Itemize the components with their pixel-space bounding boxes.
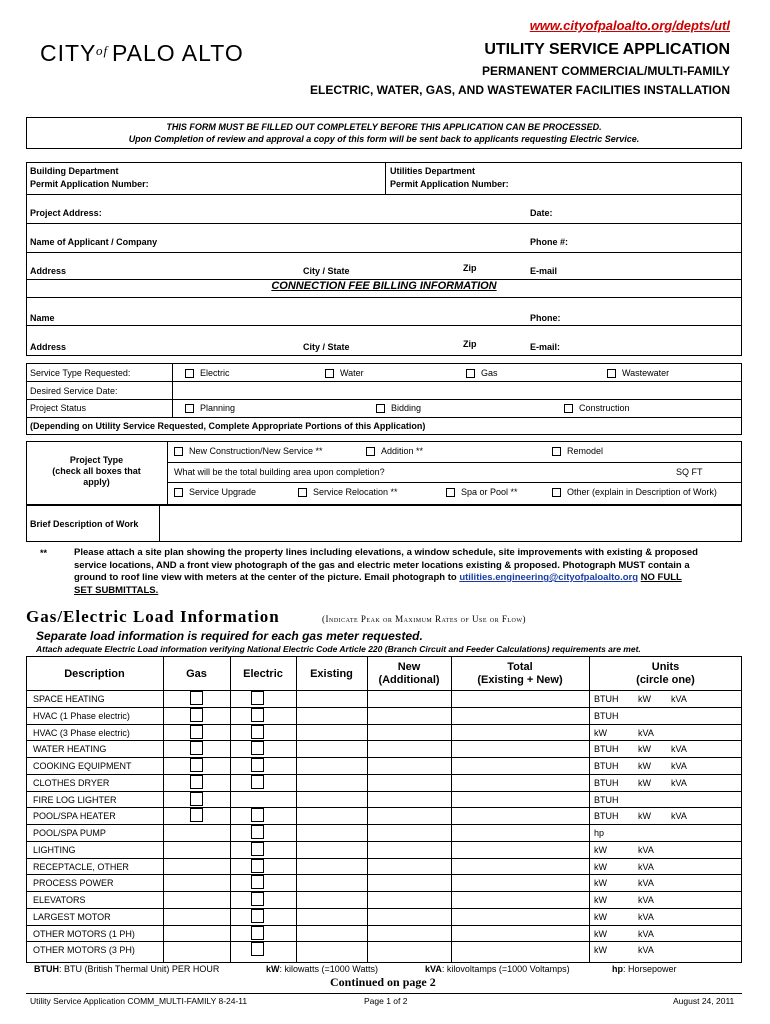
- load-total-input[interactable]: [453, 859, 587, 874]
- load-new-input[interactable]: [369, 725, 449, 740]
- col-total: [451, 661, 589, 687]
- unit-option[interactable]: kW: [594, 928, 607, 939]
- project-type-label-1: Project Type: [69, 455, 124, 465]
- billing-address-field[interactable]: Address: [30, 342, 67, 352]
- legend-kw-item: [266, 964, 378, 974]
- gas-checkbox[interactable]: [190, 741, 203, 755]
- load-total-input[interactable]: [453, 892, 587, 907]
- load-row-description: WATER HEATING: [33, 744, 107, 755]
- city-logo-mark: [40, 38, 244, 66]
- load-total-input[interactable]: [453, 792, 587, 807]
- load-row-description: PROCESS POWER: [33, 878, 114, 889]
- load-row: [0, 807, 770, 824]
- load-row-description: COOKING EQUIPMENT: [33, 761, 132, 771]
- building-area-question[interactable]: What will be the total building area upon completion?: [174, 467, 385, 477]
- unit-option[interactable]: kVA: [638, 844, 654, 855]
- work-description-label: Brief Description of Work: [30, 519, 139, 529]
- revision-date: August 24, 2011: [673, 996, 735, 1006]
- load-row-description: OTHER MOTORS (3 PH): [33, 945, 135, 956]
- electric-checkbox[interactable]: [251, 741, 264, 755]
- notice-box: [26, 117, 742, 149]
- load-row-description: FIRE LOG LIGHTER: [33, 794, 117, 805]
- unit-option[interactable]: kVA: [638, 727, 654, 738]
- load-row: [0, 757, 770, 774]
- unit-option[interactable]: kVA: [671, 761, 687, 771]
- addition-label: Addition **: [381, 446, 424, 456]
- electric-checkbox[interactable]: [251, 909, 264, 923]
- attach-load-note: Attach adequate Electric Load information verifying National Electric Code Article 220 (Branch Circuit and Feeder Calculations) requirements are met.: [36, 644, 641, 654]
- desired-date-field[interactable]: Desired Service Date:: [30, 386, 118, 396]
- email-field[interactable]: E-mail: [530, 266, 558, 276]
- form-subtitle-2: ELECTRIC, WATER, GAS, AND WASTEWATER FACILITIES INSTALLATION: [310, 83, 730, 97]
- gas-checkbox[interactable]: [466, 369, 475, 378]
- building-dept-label: Building Department: [30, 166, 119, 176]
- service-upgrade-checkbox[interactable]: [174, 488, 183, 497]
- load-info-title: Gas/Electric Load Information: [26, 607, 280, 626]
- col-total-1: Total: [507, 661, 533, 673]
- load-row: [0, 774, 770, 791]
- load-row: [0, 791, 770, 808]
- col-new: [367, 661, 451, 687]
- load-existing-input[interactable]: [298, 875, 365, 890]
- load-row: [0, 874, 770, 891]
- electric-label: Electric: [200, 368, 230, 378]
- load-row: [0, 740, 770, 757]
- bidding-checkbox[interactable]: [376, 404, 385, 413]
- col-units: [589, 661, 742, 687]
- load-row: [0, 858, 770, 875]
- load-row: [0, 941, 770, 958]
- address-field[interactable]: Address: [30, 266, 67, 276]
- unit-option[interactable]: kW: [638, 777, 651, 788]
- load-row: [0, 707, 770, 724]
- site-plan-note-1: Please attach a site plan showing the property lines including elevations, a window schedule, site improvements with existing & proposed: [74, 547, 698, 558]
- load-existing-input[interactable]: [298, 825, 365, 840]
- city-logo: [40, 38, 244, 72]
- col-existing: Existing: [310, 668, 353, 680]
- load-existing-input[interactable]: [298, 859, 365, 874]
- depending-note: (Depending on Utility Service Requested, Complete Appropriate Portions of this Application): [30, 421, 426, 431]
- gas-checkbox[interactable]: [190, 808, 203, 822]
- unit-option[interactable]: kVA: [638, 861, 654, 872]
- gas-label: Gas: [481, 368, 498, 378]
- planning-checkbox[interactable]: [185, 404, 194, 413]
- unit-option[interactable]: BTUH: [594, 710, 619, 721]
- unit-option[interactable]: hp: [594, 828, 605, 838]
- city-state-field[interactable]: City / State: [303, 266, 350, 276]
- unit-option[interactable]: kW: [594, 945, 607, 956]
- gas-checkbox[interactable]: [190, 708, 203, 722]
- load-existing-input[interactable]: [298, 708, 365, 723]
- load-new-input[interactable]: [369, 942, 449, 957]
- load-row-description: ELEVATORS: [33, 895, 86, 905]
- service-relocation-label: Service Relocation **: [313, 487, 398, 497]
- load-new-input[interactable]: [369, 926, 449, 941]
- unit-option[interactable]: kVA: [671, 811, 687, 822]
- page-number: Page 1 of 2: [364, 996, 408, 1006]
- load-total-input[interactable]: [453, 808, 587, 823]
- load-row: [0, 724, 770, 741]
- load-row-description: LIGHTING: [33, 844, 76, 855]
- col-units-2: (circle one): [636, 674, 695, 686]
- legend-kw-key: kW: [266, 964, 280, 974]
- utilities-permit-number[interactable]: Permit Application Number:: [390, 179, 509, 189]
- project-type-label-3: apply): [83, 477, 110, 487]
- load-new-input[interactable]: [369, 808, 449, 823]
- load-new-input[interactable]: [369, 892, 449, 907]
- load-total-input[interactable]: [453, 875, 587, 890]
- load-existing-input[interactable]: [298, 758, 365, 773]
- load-row-description: POOL/SPA HEATER: [33, 811, 116, 822]
- unit-option[interactable]: BTUH: [594, 744, 619, 755]
- load-row-description: POOL/SPA PUMP: [33, 828, 106, 838]
- remodel-label: Remodel: [567, 446, 604, 456]
- site-plan-note-2: service locations, AND a front view photograph of the gas and electric meter locations existing & proposed. Photograph MUST contain a: [74, 559, 690, 571]
- gas-checkbox[interactable]: [190, 725, 203, 739]
- engineering-email-link[interactable]: utilities.engineering@cityofpaloalto.org: [459, 572, 639, 583]
- load-new-input[interactable]: [369, 909, 449, 924]
- sqft-label: SQ FT: [676, 467, 703, 477]
- legend-btuh-key: BTUH: [34, 964, 59, 974]
- legend-kva-key: kVA: [425, 964, 442, 974]
- load-row: [0, 824, 770, 841]
- legend-hp-key: hp: [612, 964, 623, 974]
- note-stars: **: [40, 548, 48, 558]
- building-permit-number[interactable]: Permit Application Number:: [30, 179, 149, 189]
- load-new-input[interactable]: [369, 758, 449, 773]
- load-new-input[interactable]: [369, 842, 449, 857]
- load-total-input[interactable]: [453, 725, 587, 740]
- load-row-description: CLOTHES DRYER: [33, 777, 110, 788]
- billing-city-state-field[interactable]: City / State: [303, 342, 350, 352]
- site-plan-note: [74, 547, 698, 597]
- unit-option[interactable]: kVA: [671, 777, 687, 788]
- project-info-box: [26, 162, 742, 356]
- load-row-description: OTHER MOTORS (1 PH): [33, 928, 135, 939]
- unit-option[interactable]: kW: [638, 811, 651, 822]
- col-units-1: Units: [651, 661, 680, 673]
- notice-line-2: Upon Completion of review and approval a copy of this form will be sent back to applicants requesting Electric Service.: [128, 134, 640, 144]
- load-total-input[interactable]: [453, 942, 587, 957]
- unit-option[interactable]: BTUH: [594, 761, 619, 771]
- electric-checkbox[interactable]: [251, 708, 264, 722]
- project-type-label: [26, 455, 167, 488]
- load-existing-input[interactable]: [298, 792, 365, 807]
- legend-hp-item: [612, 964, 677, 974]
- legend-kva-item: [425, 964, 570, 974]
- load-existing-input[interactable]: [298, 892, 365, 907]
- legend-hp: : Horsepower: [623, 964, 677, 974]
- unit-option[interactable]: BTUH: [594, 777, 619, 788]
- construction-label: Construction: [579, 403, 630, 413]
- bidding-label: Bidding: [391, 403, 422, 413]
- unit-option[interactable]: BTUH: [594, 811, 619, 822]
- electric-checkbox[interactable]: [251, 758, 264, 772]
- water-label: Water: [340, 368, 364, 378]
- unit-option[interactable]: kVA: [638, 928, 654, 939]
- load-new-input[interactable]: [369, 825, 449, 840]
- unit-option[interactable]: kVA: [638, 911, 654, 922]
- col-total-2: (Existing + New): [477, 674, 563, 686]
- gas-checkbox[interactable]: [190, 758, 203, 772]
- addition-checkbox[interactable]: [366, 447, 375, 456]
- load-total-input[interactable]: [453, 909, 587, 924]
- unit-option[interactable]: kW: [594, 844, 607, 855]
- phone-field[interactable]: Phone #:: [530, 237, 569, 247]
- electric-checkbox[interactable]: [251, 892, 264, 906]
- electric-checkbox[interactable]: [251, 842, 264, 856]
- electric-checkbox[interactable]: [251, 859, 264, 873]
- other-label: Other (explain in Description of Work): [567, 487, 717, 497]
- wastewater-label: Wastewater: [622, 368, 670, 378]
- load-new-input[interactable]: [369, 775, 449, 790]
- unit-option[interactable]: kW: [594, 878, 607, 889]
- load-existing-input[interactable]: [298, 741, 365, 756]
- unit-option[interactable]: kW: [638, 744, 651, 755]
- work-description-input[interactable]: [162, 508, 738, 539]
- electric-checkbox[interactable]: [251, 808, 264, 822]
- form-title: UTILITY SERVICE APPLICATION: [484, 41, 730, 58]
- load-new-input[interactable]: [369, 792, 449, 807]
- site-plan-note-3a: ground to roof line view with meters at the center of the picture. Email photograph to: [74, 572, 457, 583]
- project-address-field[interactable]: Project Address:: [30, 208, 102, 218]
- load-existing-input[interactable]: [298, 942, 365, 957]
- unit-option[interactable]: kW: [594, 911, 607, 922]
- load-total-input[interactable]: [453, 691, 587, 706]
- billing-zip-field[interactable]: Zip: [463, 339, 477, 349]
- separate-load-note: Separate load information is required for each gas meter requested.: [36, 629, 423, 643]
- new-construction-label: New Construction/New Service **: [189, 446, 323, 456]
- col-gas: Gas: [186, 668, 207, 680]
- electric-checkbox[interactable]: [251, 775, 264, 789]
- electric-checkbox[interactable]: [251, 875, 264, 889]
- water-checkbox[interactable]: [325, 369, 334, 378]
- spa-pool-label: Spa or Pool **: [461, 487, 518, 497]
- load-row: [0, 841, 770, 858]
- load-row-description: RECEPTACLE, OTHER: [33, 861, 129, 872]
- load-total-input[interactable]: [453, 741, 587, 756]
- load-new-input[interactable]: [369, 708, 449, 723]
- electric-checkbox[interactable]: [251, 926, 264, 940]
- billing-phone-field[interactable]: Phone:: [530, 313, 561, 323]
- load-total-input[interactable]: [453, 825, 587, 840]
- service-type-label: Service Type Requested:: [30, 368, 131, 378]
- load-row: [0, 891, 770, 908]
- gas-checkbox[interactable]: [190, 691, 203, 705]
- unit-option[interactable]: kW: [638, 761, 651, 771]
- wastewater-checkbox[interactable]: [607, 369, 616, 378]
- remodel-checkbox[interactable]: [552, 447, 561, 456]
- project-type-label-2: (check all boxes that: [52, 466, 141, 476]
- unit-option[interactable]: BTUH: [594, 794, 619, 805]
- legend: [34, 964, 219, 974]
- svg-text:PALO ALTO: PALO ALTO: [112, 40, 244, 66]
- notice-line-1: THIS FORM MUST BE FILLED OUT COMPLETELY BEFORE THIS APPLICATION CAN BE PROCESSED.: [166, 122, 602, 132]
- load-existing-input[interactable]: [298, 808, 365, 823]
- load-total-input[interactable]: [453, 926, 587, 941]
- electric-checkbox[interactable]: [185, 369, 194, 378]
- load-existing-input[interactable]: [298, 909, 365, 924]
- load-existing-input[interactable]: [298, 775, 365, 790]
- site-plan-note-3: [74, 572, 698, 585]
- date-field[interactable]: Date:: [530, 208, 553, 218]
- load-new-input[interactable]: [369, 691, 449, 706]
- col-new-1: New: [397, 661, 421, 673]
- electric-checkbox[interactable]: [251, 691, 264, 705]
- unit-option[interactable]: kVA: [638, 945, 654, 956]
- spa-pool-checkbox[interactable]: [446, 488, 455, 497]
- unit-option[interactable]: kVA: [671, 694, 687, 704]
- unit-option[interactable]: kVA: [638, 895, 654, 905]
- load-total-input[interactable]: [453, 775, 587, 790]
- col-description: Description: [64, 668, 125, 680]
- load-existing-input[interactable]: [298, 691, 365, 706]
- col-electric: Electric: [243, 668, 283, 680]
- gas-checkbox[interactable]: [190, 792, 203, 806]
- other-checkbox[interactable]: [552, 488, 561, 497]
- load-row-description: LARGEST MOTOR: [33, 911, 111, 922]
- load-total-input[interactable]: [453, 708, 587, 723]
- col-new-2: (Additional): [378, 674, 440, 686]
- gas-checkbox[interactable]: [190, 775, 203, 789]
- site-plan-note-3b: NO FULL: [640, 572, 682, 583]
- site-plan-note-4: SET SUBMITTALS.: [74, 584, 159, 596]
- planning-label: Planning: [200, 403, 236, 413]
- load-row: [0, 908, 770, 925]
- new-construction-checkbox[interactable]: [174, 447, 183, 456]
- svg-text:of: of: [96, 43, 109, 58]
- load-total-input[interactable]: [453, 842, 587, 857]
- electric-checkbox[interactable]: [251, 825, 264, 839]
- form-id: Utility Service Application COMM_MULTI-FAMILY 8-24-11: [30, 996, 248, 1006]
- load-row: [0, 690, 770, 707]
- load-new-input[interactable]: [369, 859, 449, 874]
- utilities-dept-label: Utilities Department: [390, 166, 476, 176]
- continued-note: Continued on page 2: [330, 975, 436, 989]
- construction-checkbox[interactable]: [564, 404, 573, 413]
- load-existing-input[interactable]: [298, 926, 365, 941]
- billing-name-field[interactable]: Name: [30, 313, 55, 323]
- svg-text:CITY: CITY: [40, 40, 97, 66]
- load-total-input[interactable]: [453, 758, 587, 773]
- load-info-subtitle: (Indicate Peak or Maximum Rates of Use or Flow): [322, 614, 527, 624]
- form-subtitle: PERMANENT COMMERCIAL/MULTI-FAMILY: [482, 64, 730, 78]
- legend-kw: : kilowatts (=1000 Watts): [279, 964, 378, 974]
- zip-field[interactable]: Zip: [463, 263, 477, 273]
- load-existing-input[interactable]: [298, 725, 365, 740]
- unit-option[interactable]: kW: [594, 861, 607, 872]
- load-row-description: HVAC (3 Phase electric): [33, 727, 130, 738]
- service-relocation-checkbox[interactable]: [298, 488, 307, 497]
- electric-checkbox[interactable]: [251, 725, 264, 739]
- unit-option[interactable]: kW: [594, 895, 607, 905]
- load-new-input[interactable]: [369, 741, 449, 756]
- load-row: [0, 925, 770, 942]
- unit-option[interactable]: kW: [594, 727, 607, 738]
- legend-btuh: : BTU (British Thermal Unit) PER HOUR: [59, 964, 220, 974]
- service-upgrade-label: Service Upgrade: [189, 487, 257, 497]
- load-existing-input[interactable]: [298, 842, 365, 857]
- unit-option[interactable]: kVA: [638, 878, 654, 889]
- electric-checkbox[interactable]: [251, 942, 264, 956]
- load-new-input[interactable]: [369, 875, 449, 890]
- legend-kva: : kilovoltamps (=1000 Voltamps): [441, 964, 570, 974]
- applicant-field[interactable]: Name of Applicant / Company: [30, 237, 158, 247]
- project-status-label: Project Status: [30, 403, 87, 413]
- unit-option[interactable]: kW: [638, 694, 651, 704]
- unit-option[interactable]: kVA: [671, 744, 687, 755]
- load-row-description: HVAC (1 Phase electric): [33, 710, 130, 721]
- billing-heading: CONNECTION FEE BILLING INFORMATION: [271, 280, 497, 292]
- load-row-description: SPACE HEATING: [33, 694, 105, 704]
- unit-option[interactable]: BTUH: [594, 694, 619, 704]
- website-link[interactable]: www.cityofpaloalto.org/depts/utl: [529, 18, 730, 33]
- billing-email-field[interactable]: E-mail:: [530, 342, 561, 352]
